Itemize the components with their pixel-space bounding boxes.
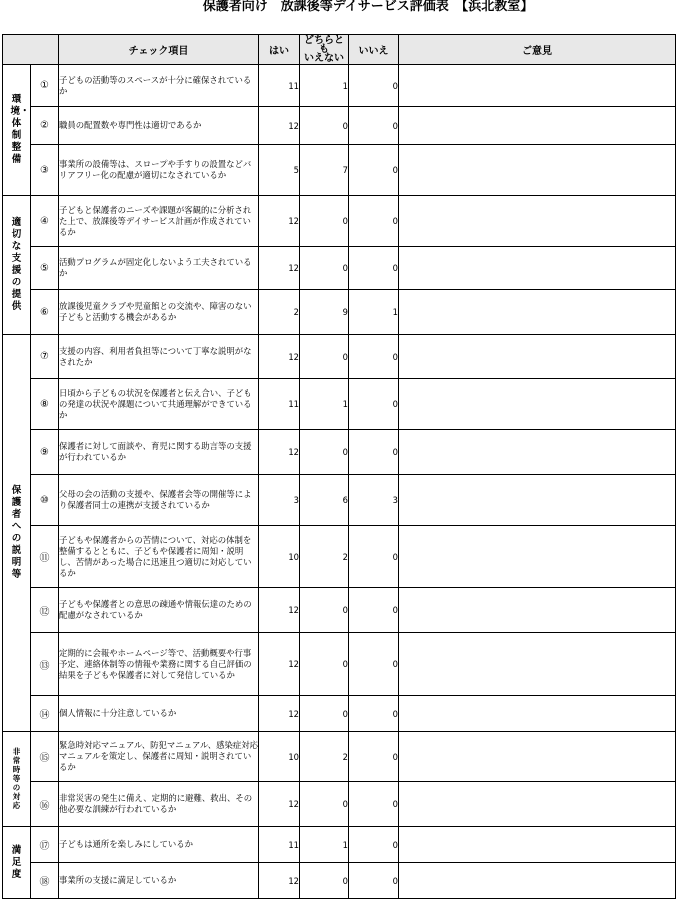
no-count: 0 xyxy=(349,107,399,145)
header-no: いいえ xyxy=(349,35,399,65)
no-count: 0 xyxy=(349,732,399,782)
neither-count: 0 xyxy=(300,430,349,475)
table-row xyxy=(3,65,676,107)
table-row xyxy=(3,782,676,827)
table-row xyxy=(3,696,676,732)
no-count: 0 xyxy=(349,827,399,863)
yes-count: 11 xyxy=(259,65,300,107)
no-count: 0 xyxy=(349,65,399,107)
opinion-cell[interactable] xyxy=(399,475,676,526)
yes-count: 12 xyxy=(259,430,300,475)
check-item-text: 子どもや保護者との意思の疎通や情報伝達のための配慮がなされているか xyxy=(59,588,259,633)
yes-count: 2 xyxy=(259,290,300,335)
check-item-text: 定期的に会報やホームページ等で、活動概要や行事予定、連絡体制等の情報や業務に関する自己評価の結果を子どもや保護者に対して発信しているか xyxy=(59,633,259,696)
table-row xyxy=(3,379,676,430)
yes-count: 12 xyxy=(259,247,300,290)
no-count: 0 xyxy=(349,863,399,899)
opinion-cell[interactable] xyxy=(399,526,676,588)
header-neither: どちらとも いえない xyxy=(300,35,349,65)
check-item-text: 子どもは通所を楽しみにしているか xyxy=(59,827,259,863)
neither-count: 1 xyxy=(300,65,349,107)
no-count: 0 xyxy=(349,335,399,379)
neither-count: 1 xyxy=(300,827,349,863)
category-satisfaction: 満足度 xyxy=(3,827,31,899)
check-item-text: 事業所の設備等は、スロープや手すりの設置などバリアフリー化の配慮が適切になされているか xyxy=(59,145,259,196)
no-count: 0 xyxy=(349,196,399,247)
yes-count: 12 xyxy=(259,335,300,379)
check-item-text: 保護者に対して面談や、育児に関する助言等の支援が行われているか xyxy=(59,430,259,475)
neither-count: 0 xyxy=(300,696,349,732)
page-title: 保護者向け 放課後等デイサービス評価表 【浜北教室】 xyxy=(202,0,534,14)
table-row xyxy=(3,827,676,863)
yes-count: 12 xyxy=(259,633,300,696)
header-blank xyxy=(3,35,59,65)
yes-count: 11 xyxy=(259,827,300,863)
row-number: ⑦ xyxy=(31,335,59,379)
yes-count: 12 xyxy=(259,696,300,732)
table-row xyxy=(3,107,676,145)
neither-count: 0 xyxy=(300,863,349,899)
no-count: 0 xyxy=(349,633,399,696)
opinion-cell[interactable] xyxy=(399,247,676,290)
header-opinion: ご意見 xyxy=(399,35,676,65)
row-number: ② xyxy=(31,107,59,145)
no-count: 0 xyxy=(349,379,399,430)
yes-count: 12 xyxy=(259,196,300,247)
row-number: ⑧ xyxy=(31,379,59,430)
row-number: ⑤ xyxy=(31,247,59,290)
table-row xyxy=(3,145,676,196)
check-item-text: 支援の内容、利用者負担等について丁寧な説明がなされたか xyxy=(59,335,259,379)
neither-count: 0 xyxy=(300,588,349,633)
yes-count: 12 xyxy=(259,863,300,899)
check-item-text: 父母の会の活動の支援や、保護者会等の開催等により保護者同士の連携が支援されているか xyxy=(59,475,259,526)
table-row xyxy=(3,247,676,290)
yes-count: 12 xyxy=(259,107,300,145)
row-number: ⑱ xyxy=(31,863,59,899)
yes-count: 11 xyxy=(259,379,300,430)
row-number: ① xyxy=(31,65,59,107)
no-count: 0 xyxy=(349,696,399,732)
opinion-cell[interactable] xyxy=(399,107,676,145)
row-number: ⑰ xyxy=(31,827,59,863)
table-row xyxy=(3,526,676,588)
check-item-text: 緊急時対応マニュアル、防犯マニュアル、感染症対応マニュアルを策定し、保護者に周知・説明されているか xyxy=(59,732,259,782)
opinion-cell[interactable] xyxy=(399,782,676,827)
neither-count: 0 xyxy=(300,633,349,696)
neither-count: 0 xyxy=(300,107,349,145)
yes-count: 12 xyxy=(259,782,300,827)
check-item-text: 事業所の支援に満足しているか xyxy=(59,863,259,899)
opinion-cell[interactable] xyxy=(399,633,676,696)
neither-count: 1 xyxy=(300,379,349,430)
opinion-cell[interactable] xyxy=(399,827,676,863)
yes-count: 10 xyxy=(259,732,300,782)
yes-count: 12 xyxy=(259,588,300,633)
check-item-text: 職員の配置数や専門性は適切であるか xyxy=(59,107,259,145)
yes-count: 10 xyxy=(259,526,300,588)
check-item-text: 個人情報に十分注意しているか xyxy=(59,696,259,732)
row-number: ⑩ xyxy=(31,475,59,526)
row-number: ⑯ xyxy=(31,782,59,827)
opinion-cell[interactable] xyxy=(399,290,676,335)
check-item-text: 子どもと保護者のニーズや課題が客観的に分析された上で、放課後等デイサービス計画が作成されているか xyxy=(59,196,259,247)
row-number: ④ xyxy=(31,196,59,247)
no-count: 0 xyxy=(349,782,399,827)
opinion-cell[interactable] xyxy=(399,379,676,430)
category-environment: 環境・体制整備 xyxy=(3,65,31,196)
neither-count: 9 xyxy=(300,290,349,335)
row-number: ③ xyxy=(31,145,59,196)
opinion-cell[interactable] xyxy=(399,65,676,107)
table-row xyxy=(3,588,676,633)
table-row xyxy=(3,633,676,696)
opinion-cell[interactable] xyxy=(399,196,676,247)
table-row xyxy=(3,335,676,379)
evaluation-table xyxy=(2,34,676,899)
opinion-cell[interactable] xyxy=(399,145,676,196)
opinion-cell[interactable] xyxy=(399,588,676,633)
row-number: ⑨ xyxy=(31,430,59,475)
table-row xyxy=(3,732,676,782)
row-number: ⑮ xyxy=(31,732,59,782)
no-count: 0 xyxy=(349,526,399,588)
no-count: 0 xyxy=(349,588,399,633)
neither-count: 0 xyxy=(300,782,349,827)
opinion-cell[interactable] xyxy=(399,335,676,379)
check-item-text: 子どもの活動等のスペースが十分に確保されているか xyxy=(59,65,259,107)
neither-count: 0 xyxy=(300,196,349,247)
check-item-text: 活動プログラムが固定化しないよう工夫されているか xyxy=(59,247,259,290)
no-count: 1 xyxy=(349,290,399,335)
neither-count: 0 xyxy=(300,247,349,290)
no-count: 0 xyxy=(349,430,399,475)
table-row xyxy=(3,475,676,526)
row-number: ⑬ xyxy=(31,633,59,696)
category-support: 適切な支援の提供 xyxy=(3,196,31,335)
yes-count: 3 xyxy=(259,475,300,526)
neither-count: 2 xyxy=(300,732,349,782)
header-yes: はい xyxy=(259,35,300,65)
header-check-item: チェック項目 xyxy=(59,35,259,65)
opinion-cell[interactable] xyxy=(399,732,676,782)
table-row xyxy=(3,196,676,247)
check-item-text: 非常災害の発生に備え、定期的に避難、救出、その他必要な訓練が行われているか xyxy=(59,782,259,827)
row-number: ⑭ xyxy=(31,696,59,732)
neither-count: 0 xyxy=(300,335,349,379)
table-row xyxy=(3,290,676,335)
neither-count: 2 xyxy=(300,526,349,588)
category-emergency: 非常時等の対応 xyxy=(3,732,31,827)
table-row xyxy=(3,863,676,899)
table-row xyxy=(3,430,676,475)
check-item-text: 放課後児童クラブや児童館との交流や、障害のない子どもと活動する機会があるか xyxy=(59,290,259,335)
no-count: 0 xyxy=(349,247,399,290)
check-item-text: 子どもや保護者からの苦情について、対応の体制を整備するとともに、子どもや保護者に周知・説明し、苦情があった場合に迅速且つ適切に対応しているか xyxy=(59,526,259,588)
opinion-cell[interactable] xyxy=(399,863,676,899)
row-number: ⑫ xyxy=(31,588,59,633)
yes-count: 5 xyxy=(259,145,300,196)
neither-count: 6 xyxy=(300,475,349,526)
neither-count: 7 xyxy=(300,145,349,196)
row-number: ⑥ xyxy=(31,290,59,335)
category-explanation: 保護者への説明等 xyxy=(3,335,31,732)
opinion-cell[interactable] xyxy=(399,430,676,475)
opinion-cell[interactable] xyxy=(399,696,676,732)
check-item-text: 日頃から子どもの状況を保護者と伝え合い、子どもの発達の状況や課題について共通理解ができているか xyxy=(59,379,259,430)
no-count: 0 xyxy=(349,145,399,196)
header-row xyxy=(3,35,676,65)
row-number: ⑪ xyxy=(31,526,59,588)
no-count: 3 xyxy=(349,475,399,526)
